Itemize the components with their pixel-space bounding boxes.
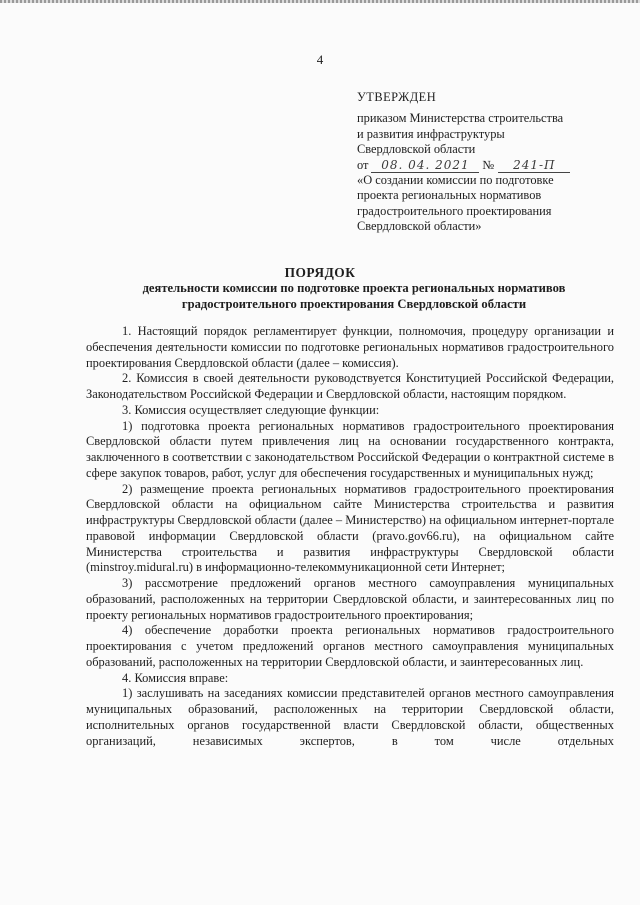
subtitle-line: градостроительного проектирования Свердловской области (181, 296, 527, 311)
subject-line: градостроительного проектирования (357, 203, 552, 218)
paragraph: 3. Комиссия осуществляет следующие функции: (122, 402, 380, 417)
approval-line: Свердловской области (357, 142, 476, 157)
paragraph: 1) заслушивать на заседаниях комиссии представителей органов местного самоуправления муниципальных образований, расположенных на территории Свердловской области, исполнительных органов государственной власти Свердловской области, общественных организаций, независимых экспертов, в том числе отдельных (86, 686, 614, 748)
handwritten-number: 241-П (498, 159, 570, 173)
paragraph: 2. Комиссия в своей деятельности руководствуется Конституцией Российской Федерации, Законодательством Российской Федерации и Свердловской области, настоящим порядком. (86, 371, 614, 401)
approval-block (357, 90, 607, 235)
paragraph: 4) обеспечение доработки проекта региональных нормативов градостроительного проектирования с учетом предложений органов местного самоуправления муниципальных образований, расположенных на территории Свердловской области, и заинтересованных лиц. (86, 623, 614, 669)
approval-line: и развития инфраструктуры (357, 126, 505, 141)
date-prefix: от (357, 157, 369, 172)
paragraph: 1. Настоящий порядок регламентирует функции, полномочия, процедуру организации и обеспечения деятельности комиссии по подготовке региональных нормативов градостроительного проектирования Свердловской области (далее – комиссия). (86, 324, 614, 370)
paragraph: 4. Комиссия вправе: (122, 670, 229, 685)
paragraph: 1) подготовка проекта региональных нормативов градостроительного проектирования Свердловской области путем привлечения лиц на основании государственного контракта, заключенного в соответствии с законодательством Российской Федерации о контрактной системе в сфере закупок товаров, работ, услуг для обеспечения государственных и муниципальных нужд; (86, 418, 614, 480)
number-prefix: № (482, 157, 495, 172)
paragraph: 3) рассмотрение предложений органов местного самоуправления муниципальных образований, расположенных на территории Свердловской области, и заинтересованных лиц по проекту региональных нормативов градостроительного проектирования; (86, 576, 614, 622)
page-number: 4 (316, 52, 324, 67)
approved-heading: УТВЕРЖДЕН (357, 90, 437, 104)
page-edge (0, 0, 640, 3)
document-subtitle (110, 281, 598, 312)
paragraph: 2) размещение проекта региональных нормативов градостроительного проектирования Свердловской области на официальном сайте Министерства строительства и развития инфраструктуры Свердловской области (далее – Министерство) на официальном интернет-портале правовой информации Свердловской области (pravo.gov66.ru), на официальном сайте Министерства строительства и развития инфраструктуры Свердловской области (minstroy.midural.ru) в информационно-телекоммуникационной сети Интернет; (86, 481, 614, 575)
approval-line: приказом Министерства строительства (357, 111, 564, 126)
subtitle-line: деятельности комиссии по подготовке проекта региональных нормативов (142, 281, 566, 295)
subject-line: проекта региональных нормативов (357, 188, 542, 203)
date-number-row (357, 158, 607, 173)
document-body (86, 324, 614, 749)
subject-line: Свердловской области» (357, 219, 482, 234)
handwritten-date: 08. 04. 2021 (371, 159, 479, 173)
document-title: ПОРЯДОК (284, 265, 356, 280)
subject-line: «О создании комиссии по подготовке (357, 173, 554, 188)
